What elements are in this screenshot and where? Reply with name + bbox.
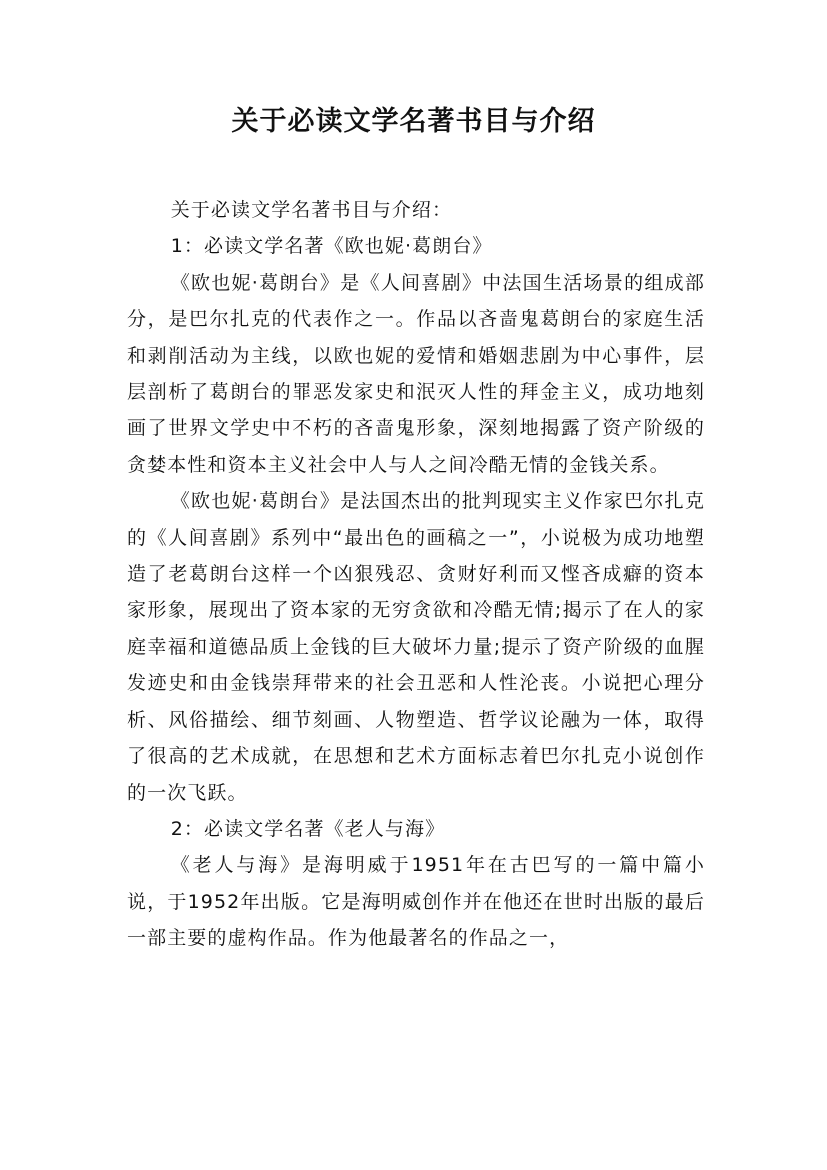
document-title: 关于必读文学名著书目与介绍 [231,106,596,137]
document-body [127,192,705,957]
section-1-heading: 1：必读文学名著《欧也妮·葛朗台》 [170,235,493,258]
section-1-paragraph-1: 《欧也妮·葛朗台》是《人间喜剧》中法国生活场景的组成部分，是巴尔扎克的代表作之一。作品以吝啬鬼葛朗台的家庭生活和剥削活动为主线，以欧也妮的爱情和婚姻悲剧为中心事件，层层剖析了葛朗台的罪恶发家史和泯灭人性的拜金主义，成功地刻画了世界文学史中不朽的吝啬鬼形象，深刻地揭露了资产阶级的贪婪本性和资本主义社会中人与人之间冷酷无情的金钱关系。 [127,271,705,476]
section-2-heading: 2：必读文学名著《老人与海》 [170,817,446,840]
section-2-paragraph-1: 《老人与海》是海明威于1951年在古巴写的一篇中篇小说，于1952年出版。它是海明威创作并在他还在世时出版的最后一部主要的虚构作品。作为他最著名的作品之一， [127,854,705,950]
intro-line: 关于必读文学名著书目与介绍： [170,199,453,221]
section-1-paragraph-2: 《欧也妮·葛朗台》是法国杰出的批判现实主义作家巴尔扎克的《人间喜剧》系列中“最出色的画稿之一”，小说极为成功地塑造了老葛朗台这样一个凶狠残忍、贪财好利而又悭吝成癖的资本家形象，展现出了资本家的无穷贪欲和冷酷无情;揭示了在人的家庭幸福和道德品质上金钱的巨大破坏力量;提示了资产阶级的血腥发迹史和由金钱崇拜带来的社会丑恶和人性沦丧。小说把心理分析、风俗描绘、细节刻画、人物塑造、哲学议论融为一体，取得了很高的艺术成就，在思想和艺术方面标志着巴尔扎克小说创作的一次飞跃。 [127,490,705,804]
